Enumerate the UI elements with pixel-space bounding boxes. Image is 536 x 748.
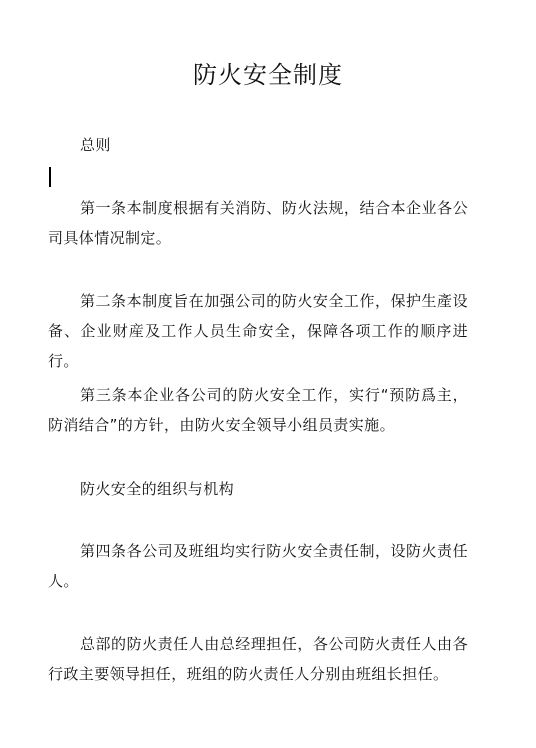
- section-heading-organization: 防火安全的组织与机构: [80, 480, 235, 498]
- document-title: 防火安全制度: [193, 61, 343, 89]
- paragraph-article-4: 第四条各公司及班组均实行防火安全责任制，设防火责任人。: [48, 542, 468, 590]
- paragraph-article-2: 第二条本制度旨在加强公司的防火安全工作，保护生產设备、企业财産及工作人员生命安全，保障各项工作的顺序进行。: [48, 292, 468, 370]
- section-heading-general: 总则: [80, 136, 111, 154]
- paragraph-article-3: 第三条本企业各公司的防火安全工作，实行“预防爲主，防消结合”的方针，由防火安全领导小组员责实施。: [48, 386, 468, 434]
- text-cursor: [49, 167, 51, 187]
- paragraph-responsibility: 总部的防火责任人由总经理担任，各公司防火责任人由各行政主要领导担任，班组的防火责任人分别由班组长担任。: [48, 635, 468, 683]
- paragraph-article-1: 第一条本制度根据有关消防、防火法规，结合本企业各公司具体情况制定。: [48, 199, 468, 247]
